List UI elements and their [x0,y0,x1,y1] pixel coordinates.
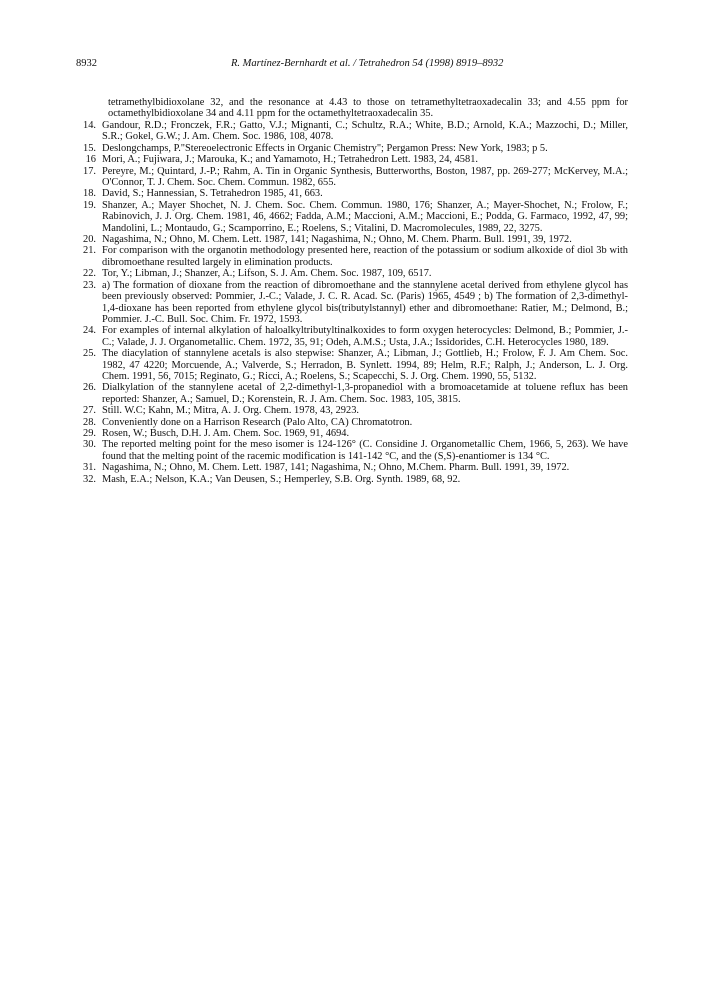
reference-number: 14. [83,120,96,131]
reference-item [72,405,628,416]
reference-number: 28. [83,416,96,428]
reference-number: 15. [83,142,96,154]
reference-text: Deslongchamps, P."Stereoelectronic Effects in Organic Chemistry"; Pergamon Press: New York, 1983; p 5. [102,142,548,154]
reference-text: Nagashima, N.; Ohno, M. Chem. Lett. 1987, 141; Nagashima, N.; Ohno, M. Chem. Pharm. Bull. 1991, 39, 1972. [102,234,572,246]
reference-text: Shanzer, A.; Mayer Shochet, N. J. Chem. Soc. Chem. Commun. 1980, 176; Shanzer, A.; Mayer-Shochet, N.; Frolow, F.; Rabinovich, J. J. Org. Chem. 1981, 46, 4662; Fadda, A.M.; Maccioni, A.M.; Maccioni, E.; Podda, G. Farmaco, 1992, 47, 99; Mandolini, L.; Montaudo, G.; Scamporrino, E.; Roelens, S.; Vitalini, D. Macromolecules, 1989, 22, 3275. [102,199,628,234]
reference-number: 23. [83,279,96,291]
reference-number: 29. [83,427,96,439]
reference-item [72,428,628,439]
reference-text: Tor, Y.; Libman, J.; Shanzer, A.; Lifson, S. J. Am. Chem. Soc. 1987, 109, 6517. [102,268,432,280]
page-number: 8932 [76,58,97,69]
reference-number: 20. [83,234,96,246]
reference-number: 16 [85,154,96,166]
note-continuation: tetramethylbidioxolane 32, and the resonance at 4.43 to those on tetramethyltetraoxadecalin 33; and 4.55 ppm for octamethylbidioxolane 34 and 4.11 ppm for the octamethyltetraoxadecalin 35. [108,97,628,120]
reference-number: 26. [83,382,96,394]
reference-number: 27. [83,405,96,417]
reference-item [72,188,628,199]
reference-number: 22. [83,268,96,280]
reference-number: 24. [83,325,96,337]
reference-number: 18. [83,188,96,200]
reference-list [72,120,628,485]
reference-item [72,348,628,382]
reference-item [72,325,628,348]
reference-item [72,143,628,154]
reference-item [72,245,628,268]
reference-text: Nagashima, N.; Ohno, M. Chem. Lett. 1987, 141; Nagashima, N.; Ohno, M.Chem. Pharm. Bull. 1991, 39, 1972. [102,462,570,474]
reference-item [72,120,628,143]
reference-item [72,382,628,405]
reference-item [72,166,628,189]
page-header [76,58,636,74]
reference-text: Still. W.C; Kahn, M.; Mitra, A. J. Org. Chem. 1978, 43, 2923. [102,405,359,417]
reference-number: 32. [83,473,96,485]
reference-item [72,417,628,428]
reference-number: 21. [83,245,96,257]
reference-text: Rosen, W.; Busch, D.H. J. Am. Chem. Soc. 1969, 91, 4694. [102,427,350,439]
reference-text: Pereyre, M.; Quintard, J.-P.; Rahm, A. Tin in Organic Synthesis, Butterworths, Boston, 1987, pp. 269-277; McKervey, M.A.; O'Connor, T. J. Chem. Soc. Chem. Commun. 1982, 655. [102,165,628,189]
reference-item [72,474,628,485]
reference-number: 25. [83,348,96,360]
reference-item [72,234,628,245]
reference-text: Mori, A.; Fujiwara, J.; Marouka, K.; and Yamamoto, H.; Tetrahedron Lett. 1983, 24, 4581. [102,154,478,166]
reference-number: 19. [83,199,96,211]
reference-number: 31. [83,462,96,474]
reference-text: For comparison with the organotin methodology presented here, reaction of the potassium or sodium alkoxide of diol 3b with dibromoethane resulted largely in elimination products. [102,245,628,268]
reference-text: Dialkylation of the stannylene acetal of 2,2-dimethyl-1,3-propanediol with a bromoacetamide at toluene reflux has been reported: Shanzer, A.; Samuel, D.; Korenstein, R. J. Am. Chem. Soc. 1983, 105, 3815. [102,382,628,405]
reference-item [72,154,628,165]
running-head: R. Martínez-Bernhardt et al. / Tetrahedron 54 (1998) 8919–8932 [231,58,504,69]
reference-item [72,280,628,326]
reference-text: Gandour, R.D.; Fronczek, F.R.; Gatto, V.J.; Mignanti, C.; Schultz, R.A.; White, B.D.; Arnold, K.A.; Mazzochi, D.; Miller, S.R.; Gokel, G.W.; J. Am. Chem. Soc. 1986, 108, 4078. [102,120,628,143]
reference-number: 30. [83,439,96,451]
reference-text: The diacylation of stannylene acetals is also stepwise: Shanzer, A.; Libman, J.; Gottlieb, H.; Frolow, F. J. Am Chem. Soc. 1982, 47 4220; Morcuende, A.; Valverde, S.; Herradon, B. Synlett. 1994, 89; Helm, R.F.; Ralph, J.; Anderson, L. J. Org. Chem. 1991, 56, 7015; Reginato, G.; Ricci, A.; Roelens, S.; Scapecchi, S. J. Org. Chem. 1990, 55, 5132. [102,348,628,382]
reference-item [72,200,628,234]
reference-number: 17. [83,165,96,177]
reference-text: For examples of internal alkylation of haloalkyltributyltinalkoxides to form oxygen heterocycles: Delmond, B.; Pommier, J.-C.; Valade, J. J. Organometallic. Chem. 1972, 35, 91; Odeh, A.M.S.; Usta, J.A.; Issidorides, C.H. Heterocycles 1980, 189. [102,325,628,348]
reference-item [72,462,628,473]
reference-text: a) The formation of dioxane from the reaction of dibromoethane and the stannylene acetal derived from ethylene glycol has been previously observed: Pommier, J.-C.; Valade, J. C. R. Acad. Sc. (Paris) 1965, 4549 ; b) The formation of 2,3-dimethyl-1,4-dioxane has been reported from ethylene glycol bis(tributylstannyl) ether and dibromoethane: Ratier, M.; Delmond, B.; Pommier. J.-C. Bull. Soc. Chim. Fr. 1972, 1593. [102,279,628,325]
reference-text: Conveniently done on a Harrison Research (Palo Alto, CA) Chromatotron. [102,416,413,428]
reference-text: Mash, E.A.; Nelson, K.A.; Van Deusen, S.; Hemperley, S.B. Org. Synth. 1989, 68, 92. [102,473,461,485]
reference-text: The reported melting point for the meso isomer is 124-126° (C. Considine J. Organometallic Chem, 1966, 5, 263). We have found that the melting point of the racemic modification is 141-142 °C, and the (S,S)-enantiomer is 134 °C. [102,439,628,462]
reference-item [72,268,628,279]
reference-text: David, S.; Hannessian, S. Tetrahedron 1985, 41, 663. [102,188,323,200]
reference-item [72,439,628,462]
